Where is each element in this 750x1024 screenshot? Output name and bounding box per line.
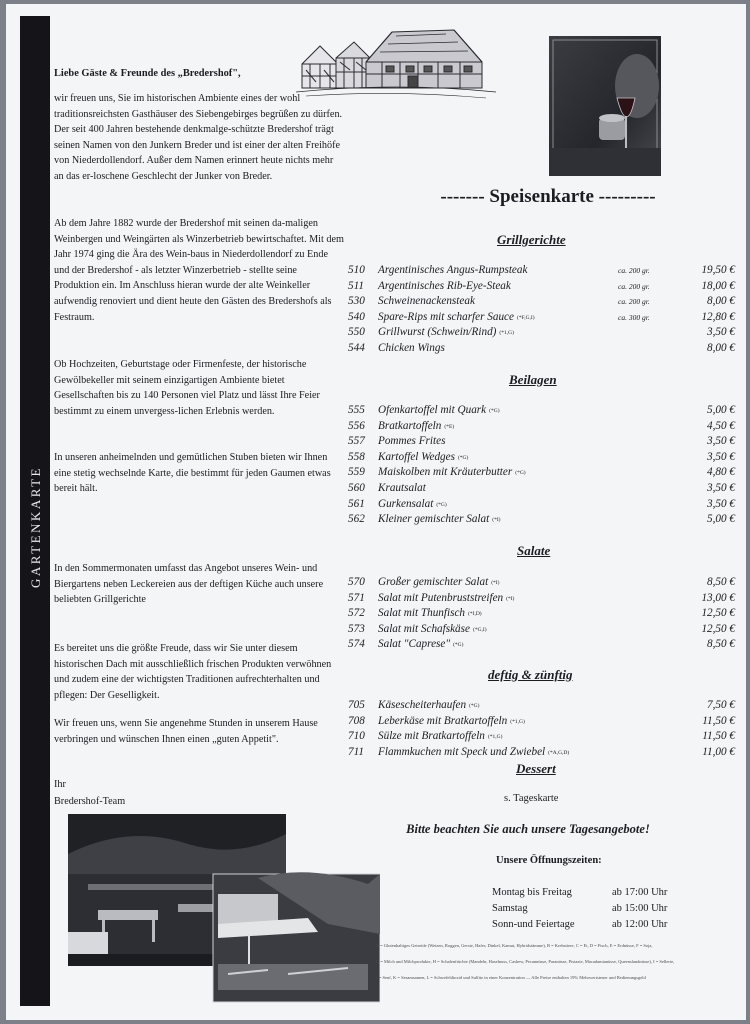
- allergen-code: (*G,I): [472, 626, 487, 633]
- menu-item-beilagen: [348, 466, 735, 482]
- item-price: 11,50 €: [702, 714, 735, 727]
- item-price: 11,50 €: [702, 730, 735, 743]
- menu-item-beilagen: [348, 482, 735, 498]
- item-name: Salat mit Putenbruststreifen (*I): [378, 591, 515, 604]
- item-name: Salat mit Thunfisch (*I,D): [378, 607, 482, 620]
- item-name: Krautsalat: [378, 482, 426, 494]
- item-weight: ca. 200 gr.: [618, 266, 650, 275]
- item-number: 558: [348, 450, 365, 463]
- item-name: Argentinisches Rib-Eye-Steak: [378, 279, 511, 292]
- item-price: 8,00 €: [707, 295, 735, 308]
- allergen-line: A = Glutenhaltiges Getreide (Weizen, Roggen, Gerste, Hafer, Dinkel, Kamut, Hybridstämme), B = Krebstiere, C = Ei, D = Fisch, E = Erdnüsse, F = Soja,: [376, 943, 653, 948]
- band-label: GARTENKARTE: [28, 466, 43, 588]
- item-name: Großer gemischter Salat (*I): [378, 576, 500, 588]
- beer-garden-photo: [68, 814, 380, 1004]
- allergen-code: (*F,G,I): [517, 314, 535, 321]
- item-name: Grillwurst (Schwein/Rind) (*1,G): [378, 326, 514, 339]
- item-price: 3,50 €: [707, 482, 735, 494]
- opening-row: Sonn-und Feiertage ab 12:00 Uhr: [492, 919, 668, 930]
- item-number: 555: [348, 404, 365, 416]
- allergen-code: (*1,G): [499, 330, 514, 337]
- item-number: 559: [348, 466, 365, 479]
- menu-item-salate: [348, 592, 735, 608]
- item-name: Spare-Rips mit scharfer Sauce (*F,G,I): [378, 310, 535, 323]
- menu-item-beilagen: [348, 513, 735, 529]
- allergen-code: (*I): [506, 595, 515, 602]
- allergen-code: (*I): [492, 517, 501, 524]
- menu-item-grill: [348, 342, 735, 358]
- appetit-paragraph: Wir freuen uns, wenn Sie angenehme Stunden in unserem Hause verbringen und wünschen Ihnen einen „guten Appetit".: [54, 718, 318, 745]
- item-number: 573: [348, 622, 365, 635]
- menu-item-deftig: [348, 730, 735, 746]
- item-number: 550: [348, 326, 365, 339]
- item-price: 18,00 €: [701, 279, 735, 292]
- allergen-code: (*G): [453, 642, 464, 649]
- wine-photo: [549, 36, 661, 176]
- summer-paragraph: In den Sommermonaten umfasst das Angebot unseres Wein- und Biergartens neben Leckereien aus der deftigen Küche auch unsere beliebten Grillgerichte: [54, 563, 324, 606]
- item-price: 11,00 €: [702, 745, 735, 758]
- menu-item-beilagen: [348, 404, 735, 420]
- allergen-code: (*G): [489, 408, 500, 414]
- allergen-line: G = Milch und Milchprodukte, H = Schalenfrüchte (Mandeln, Haselnuss, Cashew, Pecannüsse, Paranüsse, Pistazie, Macadamianüsse, Queenslandnüsse), I = Sellerie,: [376, 959, 675, 964]
- item-number: 560: [348, 482, 365, 494]
- item-price: 12,50 €: [701, 622, 735, 635]
- signoff-ihr: Ihr: [54, 779, 66, 790]
- item-number: 557: [348, 435, 365, 448]
- allergen-legend: [376, 938, 696, 986]
- signoff-team: Bredershof-Team: [54, 796, 126, 807]
- events-paragraph: Ob Hochzeiten, Geburtstage oder Firmenfeste, der historische Gewölbekeller mit seinem einzigartigen Ambiente bietet Gesellschaften bis zu 140 Personen viel Platz und lässt Ihre Feier bestimmt zu einem unvergess-lichen Erlebnis werden.: [54, 359, 320, 417]
- allergen-code: (*E): [444, 423, 455, 430]
- item-number: 511: [348, 279, 364, 292]
- item-price: 3,50 €: [707, 435, 735, 448]
- menu-item-salate: [348, 576, 735, 592]
- allergen-code: (*G): [469, 703, 480, 709]
- item-weight: ca. 200 gr.: [618, 297, 650, 307]
- item-number: 708: [348, 714, 365, 727]
- intro-paragraph: wir freuen uns, Sie im historischen Ambiente eines der wohl traditionsreichsten Gasthäuser des Siebengebirges begrüßen zu dürfen. Der seit 400 Jahren bestehende denkmalge-schützte Bredershof trägt seinen Namen von den Junkern Breder und ist einer der alten Freihöfe von Niederdollendorf. Außer dem Namen erinnert heute nichts mehr an das er-loschene Geschlecht der Junker von Breder.: [54, 93, 343, 182]
- allergen-code: (*1,G): [487, 734, 503, 741]
- item-weight: ca. 200 gr.: [618, 281, 650, 291]
- opening-hours-title: Unsere Öffnungszeiten:: [496, 855, 602, 866]
- item-price: 5,00 €: [707, 513, 735, 526]
- item-number: 570: [348, 576, 365, 588]
- item-price: 4,80 €: [707, 466, 735, 479]
- item-price: 13,00 €: [701, 591, 735, 604]
- item-name: Sülze mit Bratkartoffeln (*1,G): [378, 730, 503, 743]
- menu-item-grill: [348, 295, 735, 311]
- item-price: 8,50 €: [707, 638, 735, 651]
- item-number: 705: [348, 699, 365, 711]
- item-name: Bratkartoffeln (*E): [378, 419, 455, 432]
- menu-item-beilagen: [348, 498, 735, 514]
- allergen-code: (*A,G,D): [548, 749, 570, 756]
- item-price: 7,50 €: [707, 699, 735, 711]
- item-weight: ca. 300 gr.: [618, 312, 650, 322]
- section-title-grill: Grillgerichte: [497, 232, 566, 247]
- section-title-deftig: deftig & zünftig: [488, 667, 573, 682]
- menu-item-beilagen: [348, 435, 735, 451]
- item-name: Schweinenackensteak: [378, 295, 475, 308]
- item-price: 3,50 €: [707, 497, 735, 510]
- item-number: 544: [348, 342, 365, 354]
- allergen-code: (*G): [515, 470, 526, 477]
- menu-item-beilagen: [348, 420, 735, 436]
- stuben-paragraph: In unseren anheimelnden und gemütlichen Stuben bieten wir Ihnen eine stetig wechselnde Karte, die bestimmt für jeden Gaumen etwas bereit hält.: [54, 452, 331, 495]
- section-title-beilagen: Beilagen: [509, 372, 557, 387]
- item-number: 710: [348, 730, 365, 743]
- item-name: Käsescheiterhaufen (*G): [378, 699, 480, 711]
- item-number: 561: [348, 497, 365, 510]
- item-name: Maiskolben mit Kräuterbutter (*G): [378, 466, 526, 479]
- item-name: Pommes Frites: [378, 435, 446, 448]
- item-number: 572: [348, 607, 365, 620]
- item-name: Kartoffel Wedges (*G): [378, 450, 469, 463]
- item-name: Flammkuchen mit Speck und Zwiebel (*A,G,D): [378, 745, 570, 758]
- tradition-paragraph: Es bereitet uns die größte Freude, dass wir Sie unter diesem historischen Dach mit ausschließlich frischen Produkten verwöhnen und zudem eine der wichtigsten Traditionen aufrechterhalten und pflegen: Der Geselligkeit.: [54, 643, 332, 701]
- menu-title: ------- Speisenkarte ---------: [440, 186, 656, 207]
- allergen-code: (*1,G): [510, 718, 525, 725]
- daily-offers-note: Bitte beachten Sie auch unsere Tagesangebote!: [406, 822, 650, 836]
- item-name: Kleiner gemischter Salat (*I): [378, 513, 501, 526]
- menu-item-beilagen: [348, 451, 735, 467]
- item-price: 3,50 €: [707, 450, 735, 463]
- item-number: 711: [348, 745, 364, 758]
- item-price: 4,50 €: [707, 419, 735, 432]
- item-price: 5,00 €: [707, 404, 735, 416]
- section-title-dessert: Dessert: [516, 761, 556, 776]
- item-price: 19,50 €: [701, 264, 735, 276]
- item-name: Chicken Wings: [378, 342, 445, 354]
- item-name: Salat mit Schafskäse (*G,I): [378, 622, 487, 635]
- allergen-line: J = Senf, K = Sesamsamen, L = Schwefeldioxid und Sulfite in einer Konzentration — Alle Preise enthalten 19% Mehrwertsteuer und Bedienungsgeld: [376, 975, 646, 980]
- menu-item-deftig: [348, 715, 735, 731]
- side-band: [20, 16, 50, 1006]
- item-number: 540: [348, 310, 365, 323]
- greeting: Liebe Gäste & Freunde des „Bredershof",: [54, 68, 241, 79]
- item-number: 562: [348, 513, 365, 526]
- menu-item-salate: [348, 623, 735, 639]
- item-name: Leberkäse mit Bratkartoffeln (*1,G): [378, 714, 525, 727]
- allergen-code: (*G): [457, 454, 469, 461]
- menu-item-grill: [348, 311, 735, 327]
- item-name: Ofenkartoffel mit Quark (*G): [378, 404, 500, 416]
- item-number: 571: [348, 591, 365, 604]
- item-number: 510: [348, 264, 365, 276]
- menu-item-salate: [348, 607, 735, 623]
- item-price: 12,50 €: [701, 607, 735, 620]
- item-price: 8,00 €: [707, 342, 735, 354]
- item-name: Salat "Caprese" (*G): [378, 638, 464, 651]
- opening-row: Montag bis Freitag ab 17:00 Uhr: [492, 887, 668, 898]
- history-paragraph: Ab dem Jahre 1882 wurde der Bredershof mit seinen da-maligen Weinbergen und Weingärten als Winzerbetrieb bewirtschaftet. Mit dem Jahr 1974 ging die Ära des Wein-baus in Niederdollendorf zu Ende und der Bredershof - als letzter Winzerbetrieb - stellte seine Produktion ein. Im Anschluss hieran wurde der alte Weinkeller aufwendig renoviert und dient heute den Gästen des Bredershofs als Festraum.: [54, 218, 344, 323]
- menu-item-deftig: [348, 699, 735, 715]
- menu-item-salate: [348, 638, 735, 654]
- menu-item-grill: [348, 264, 735, 280]
- item-number: 556: [348, 419, 365, 432]
- menu-page: [6, 4, 746, 1020]
- allergen-code: (*G): [436, 501, 447, 508]
- section-title-salate: Salate: [517, 543, 551, 558]
- dessert-note: s. Tageskarte: [504, 793, 559, 804]
- opening-row: Samstag ab 15:00 Uhr: [492, 903, 668, 914]
- item-price: 3,50 €: [707, 326, 735, 339]
- item-number: 530: [348, 295, 365, 308]
- item-price: 8,50 €: [707, 576, 735, 588]
- menu-item-grill: [348, 280, 735, 296]
- item-price: 12,80 €: [701, 310, 735, 323]
- item-number: 574: [348, 638, 365, 651]
- menu-item-deftig: [348, 746, 735, 762]
- item-name: Argentinisches Angus-Rumpsteak: [378, 264, 528, 276]
- menu-item-grill: [348, 326, 735, 342]
- allergen-code: (*I): [491, 580, 500, 586]
- item-name: Gurkensalat (*G): [378, 497, 447, 510]
- allergen-code: (*I,D): [468, 611, 482, 618]
